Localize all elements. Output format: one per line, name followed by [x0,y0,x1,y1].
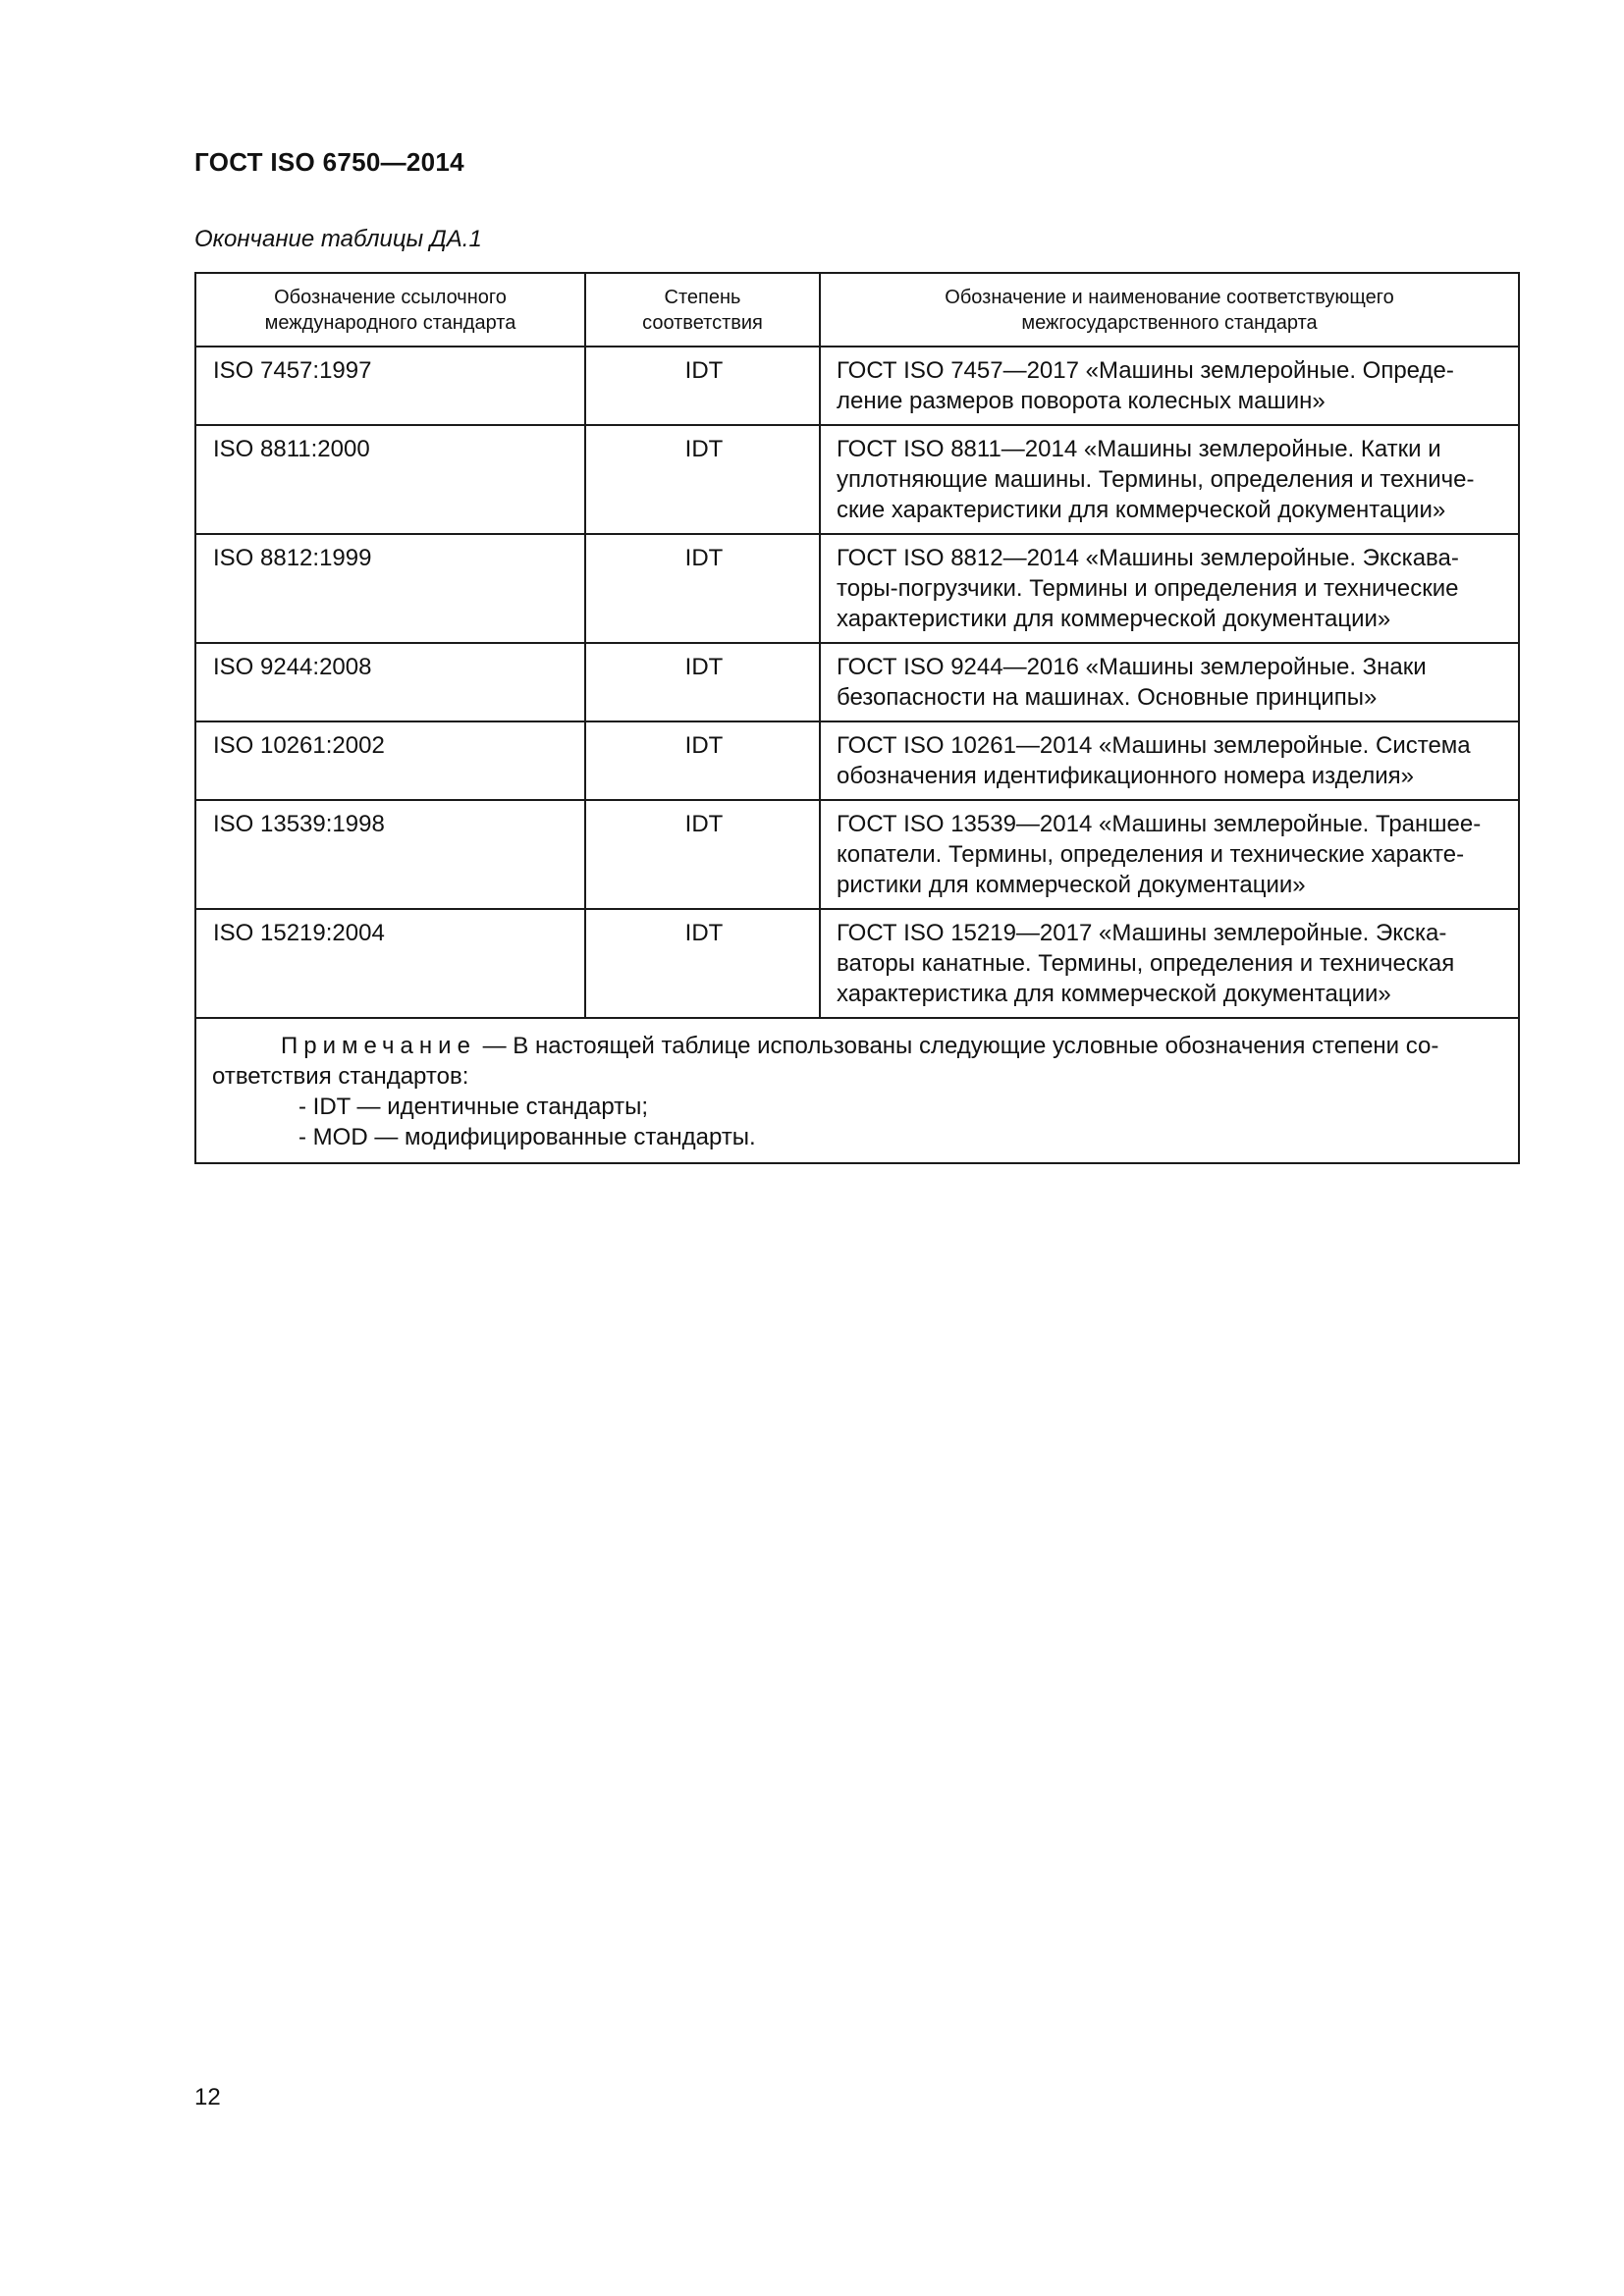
note-text: — В настоящей таблице использованы следующие условные обозначения степени со- [482,1033,1439,1059]
cell-text-line: обозначения идентификационного номера изделия» [837,763,1414,789]
page-number: 12 [194,2084,221,2110]
degree-cell: IDT [585,534,820,643]
cell-text-line: характеристика для коммерческой документации» [837,981,1391,1007]
cell-text-line: безопасности на машинах. Основные принципы» [837,684,1378,711]
cell-text-line: ление размеров поворота колесных машин» [837,388,1326,414]
cell-text-line: копатели. Термины, определения и технические характе- [837,841,1465,868]
table-row [195,643,1519,721]
reference-standard-cell: ISO 7457:1997 [195,347,585,425]
cell-text-line: ские характеристики для коммерческой документации» [837,497,1446,523]
cell-text-line: ваторы канатные. Термины, определения и техническая [837,950,1455,977]
reference-standard-cell: ISO 10261:2002 [195,721,585,800]
degree-cell: IDT [585,721,820,800]
column-header-line: международного стандарта [264,312,516,334]
degree-cell: IDT [585,643,820,721]
table-row [195,425,1519,534]
cell-text-line: ГОСТ ISO 8812—2014 «Машины землеройные. Экскава- [837,545,1459,571]
note-item: - IDT — идентичные стандарты; [298,1094,649,1120]
column-header-line: межгосударственного стандарта [1021,312,1318,334]
interstate-standard-cell [820,347,1519,425]
table-row [195,721,1519,800]
reference-standard-cell: ISO 8811:2000 [195,425,585,534]
note-label: Примечание [281,1033,476,1059]
cell-text-line: ГОСТ ISO 9244—2016 «Машины землеройные. Знаки [837,654,1427,680]
interstate-standard-cell [820,800,1519,909]
degree-cell: IDT [585,425,820,534]
interstate-standard-cell [820,425,1519,534]
table-header-row [195,273,1519,347]
column-header-reference-standard [195,273,585,347]
standards-correspondence-table [194,272,1520,1164]
reference-standard-cell: ISO 15219:2004 [195,909,585,1018]
cell-text-line: ГОСТ ISO 13539—2014 «Машины землеройные. Траншее- [837,811,1482,837]
interstate-standard-cell [820,643,1519,721]
table-note-row [195,1018,1519,1163]
cell-text-line: ГОСТ ISO 8811—2014 «Машины землеройные. Катки и [837,436,1441,462]
reference-standard-cell: ISO 13539:1998 [195,800,585,909]
column-header-line: соответствия [642,312,763,334]
document-title: ГОСТ ISO 6750—2014 [194,147,464,177]
reference-standard-cell: ISO 8812:1999 [195,534,585,643]
interstate-standard-cell [820,721,1519,800]
note-continuation: ответствия стандартов: [212,1063,469,1090]
table-row [195,347,1519,425]
table-row [195,909,1519,1018]
table-row [195,534,1519,643]
table-caption: Окончание таблицы ДА.1 [194,226,482,252]
column-header-line: Степень [664,287,741,308]
cell-text-line: характеристики для коммерческой документации» [837,606,1391,632]
column-header-line: Обозначение ссылочного [274,287,507,308]
note-first-line [212,1031,1504,1061]
column-header-interstate-standard [820,273,1519,347]
cell-text-line: ГОСТ ISO 7457—2017 «Машины землеройные. Опреде- [837,357,1454,384]
degree-cell: IDT [585,800,820,909]
degree-cell: IDT [585,909,820,1018]
cell-text-line: ристики для коммерческой документации» [837,872,1306,898]
column-header-line: Обозначение и наименование соответствующего [945,287,1394,308]
cell-text-line: торы-погрузчики. Термины и определения и технические [837,575,1459,602]
table-note [195,1018,1519,1163]
table-row [195,800,1519,909]
column-header-degree [585,273,820,347]
note-item: - MOD — модифицированные стандарты. [298,1124,756,1150]
cell-text-line: ГОСТ ISO 15219—2017 «Машины землеройные. Экска- [837,920,1447,946]
cell-text-line: ГОСТ ISO 10261—2014 «Машины землеройные. Система [837,732,1471,759]
interstate-standard-cell [820,534,1519,643]
reference-standard-cell: ISO 9244:2008 [195,643,585,721]
cell-text-line: уплотняющие машины. Термины, определения и техниче- [837,466,1475,493]
interstate-standard-cell [820,909,1519,1018]
degree-cell: IDT [585,347,820,425]
